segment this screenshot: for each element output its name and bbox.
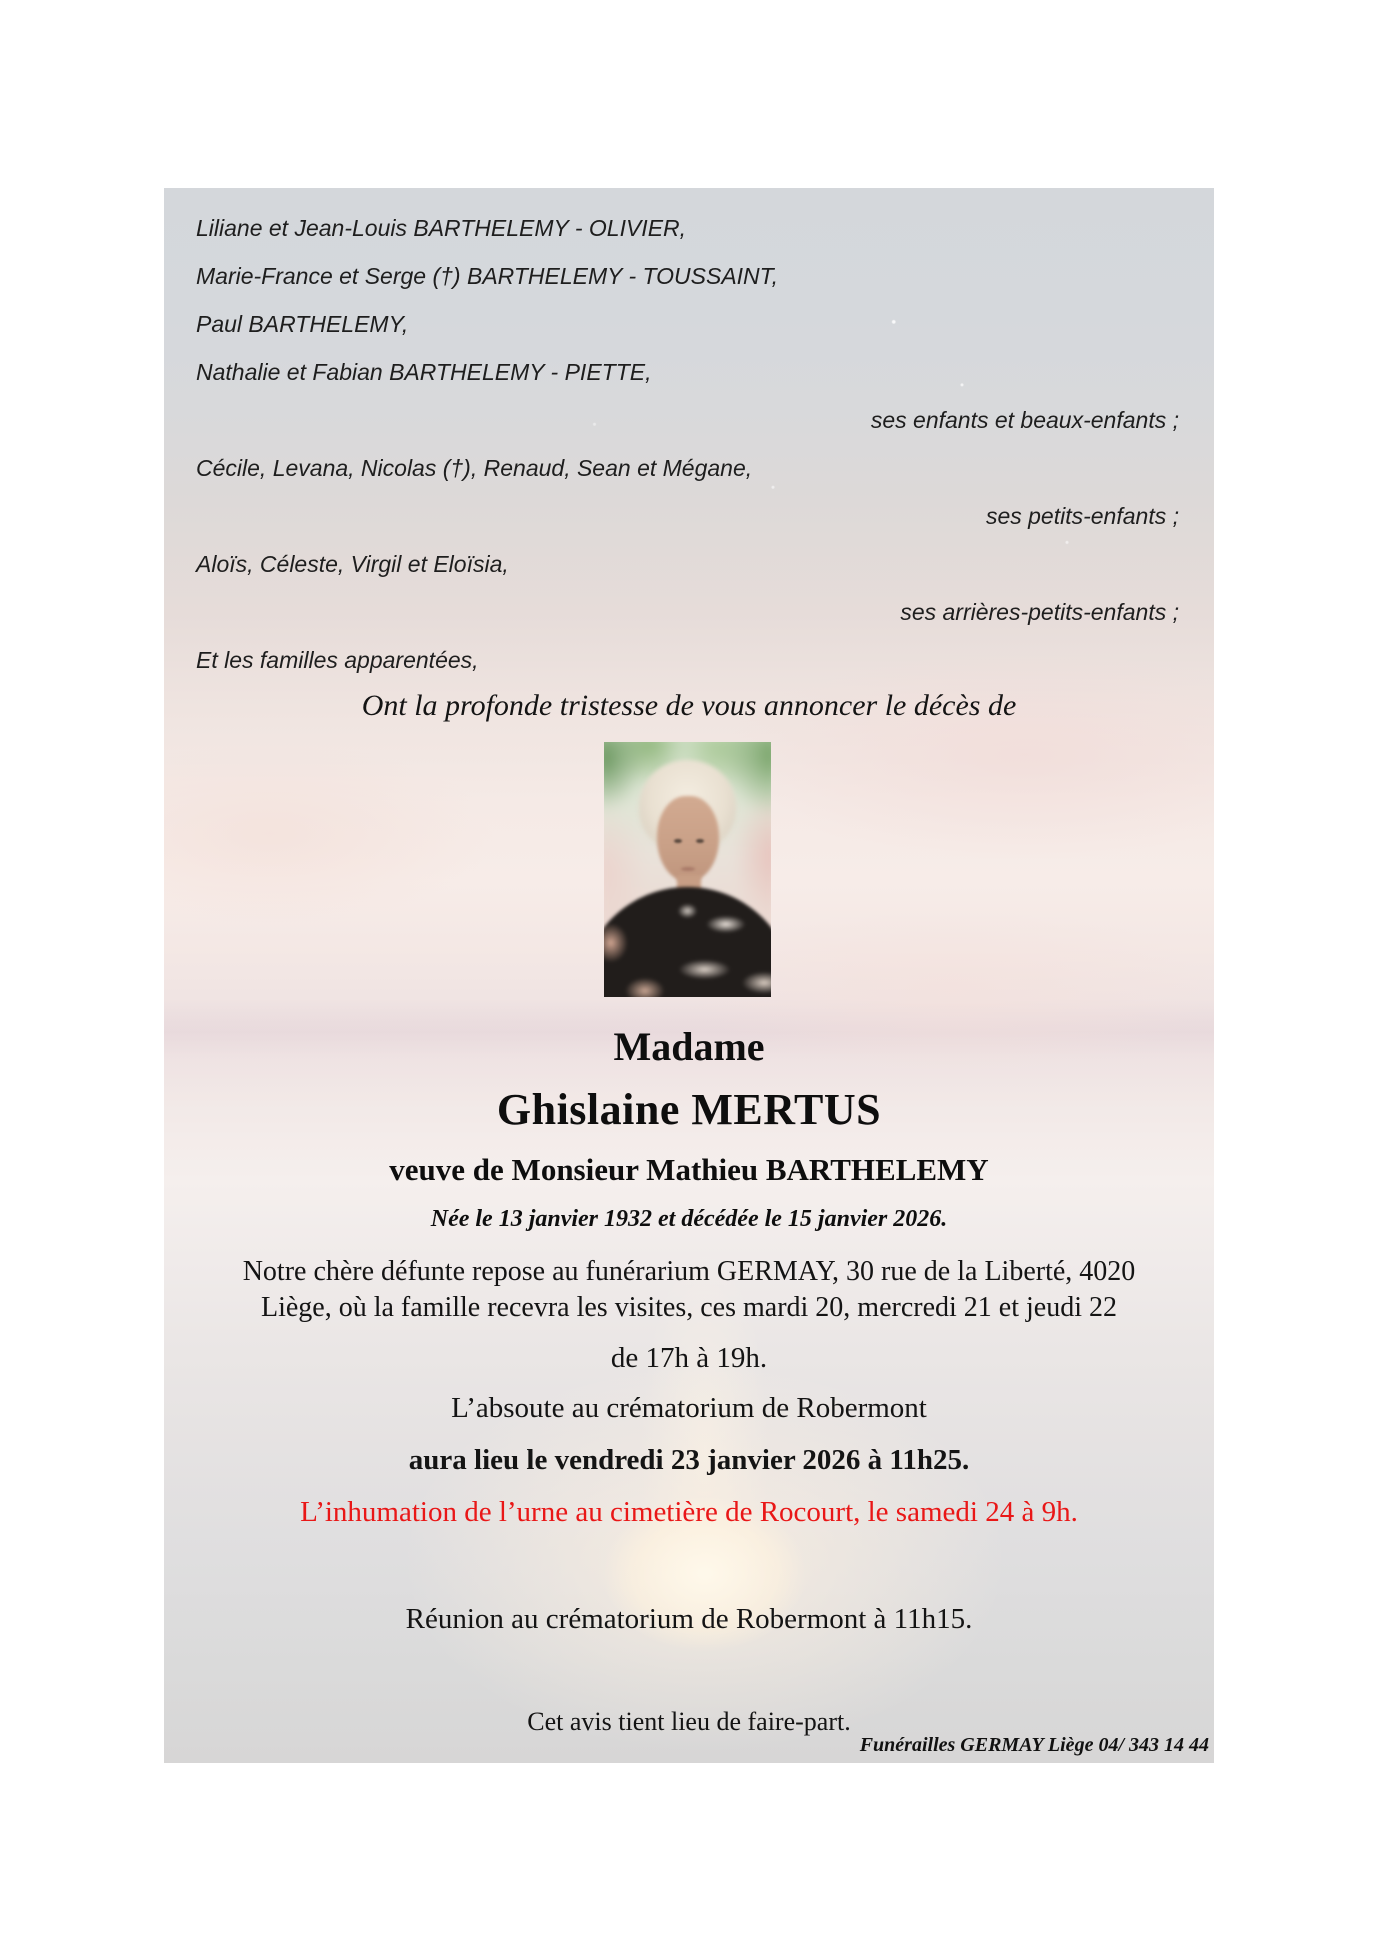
funeral-home-footer: Funérailles GERMAY Liège 04/ 343 14 44 bbox=[859, 1734, 1209, 1756]
family-line-4: Nathalie et Fabian BARTHELEMY - PIETTE, bbox=[196, 359, 652, 385]
photo-left-eye bbox=[674, 839, 682, 843]
family-line-2: Marie-France et Serge (†) BARTHELEMY - TOUSSAINT, bbox=[196, 263, 778, 289]
relation-line-greatgrandchildren: ses arrières-petits-enfants ; bbox=[900, 599, 1179, 625]
relation-line-children: ses enfants et beaux-enfants ; bbox=[870, 407, 1179, 433]
widow-line: veuve de Monsieur Mathieu BARTHELEMY bbox=[389, 1152, 989, 1187]
relation-line-grandchildren: ses petits-enfants ; bbox=[985, 503, 1179, 529]
family-line-3: Paul BARTHELEMY, bbox=[196, 311, 409, 337]
photo-right-eye bbox=[696, 839, 704, 843]
family-line-1: Liliane et Jean-Louis BARTHELEMY - OLIVIER, bbox=[196, 215, 687, 241]
photo-mouth bbox=[681, 867, 695, 871]
family-line-greatgrandchildren-names: Aloïs, Céleste, Virgil et Eloïsia, bbox=[196, 551, 509, 577]
visits-line-2: Liège, où la famille recevra les visites, ces mardi 20, mercredi 21 et jeudi 22 bbox=[260, 1292, 1117, 1323]
visits-line-1: Notre chère défunte repose au funérarium GERMAY, 30 rue de la Liberté, 4020 bbox=[242, 1256, 1136, 1287]
memorial-card bbox=[164, 188, 1214, 1763]
announcement-line: Ont la profonde tristesse de vous annoncer le décès de bbox=[361, 689, 1017, 722]
reunion-line: Réunion au crématorium de Robermont à 11h15. bbox=[405, 1603, 973, 1635]
family-line-related-families: Et les familles apparentées, bbox=[196, 647, 479, 673]
visit-hours-line: de 17h à 19h. bbox=[610, 1342, 768, 1374]
absoute-line: L’absoute au crématorium de Robermont bbox=[451, 1392, 927, 1424]
photo-floral-top bbox=[604, 887, 771, 997]
family-lines-block bbox=[196, 204, 1179, 684]
visits-paragraph bbox=[182, 1254, 1196, 1326]
portrait-photo bbox=[604, 742, 771, 997]
birth-death-dates: Née le 13 janvier 1932 et décédée le 15 janvier 2026. bbox=[430, 1206, 948, 1232]
notice-line: Cet avis tient lieu de faire-part. bbox=[527, 1707, 851, 1736]
family-line-grandchildren-names: Cécile, Levana, Nicolas (†), Renaud, Sean et Mégane, bbox=[196, 455, 753, 481]
ceremony-schedule-line: aura lieu le vendredi 23 janvier 2026 à 11h25. bbox=[408, 1444, 970, 1476]
deceased-name: Ghislaine MERTUS bbox=[496, 1085, 882, 1134]
inhumation-line: L’inhumation de l’urne au cimetière de Rocourt, le samedi 24 à 9h. bbox=[300, 1496, 1078, 1528]
deceased-title: Madame bbox=[613, 1024, 765, 1069]
